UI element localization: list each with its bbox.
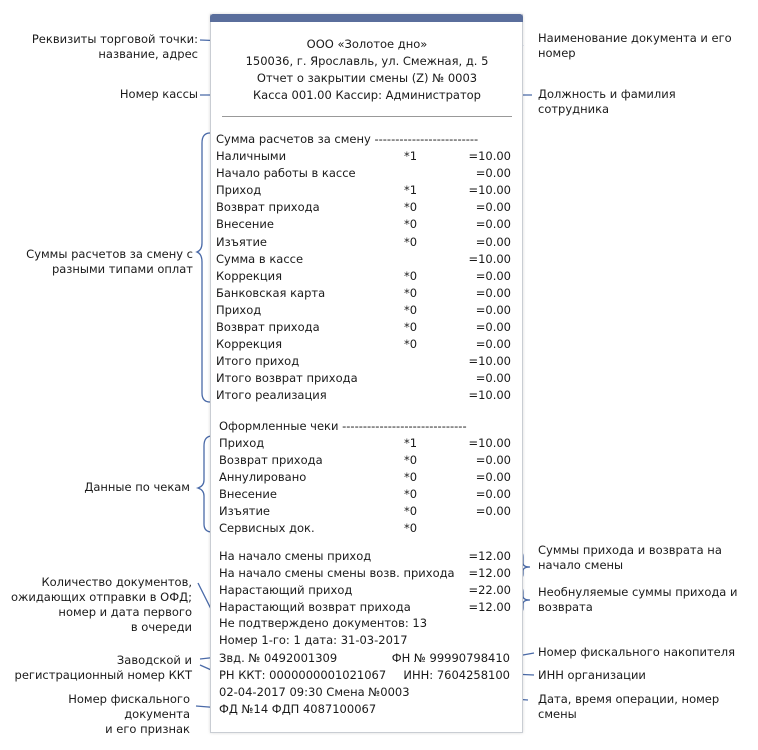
annotation-doc-name: Наименование документа и его номер [538, 31, 732, 60]
row-count: *0 [404, 268, 418, 283]
row-label: Возврат прихода [216, 200, 320, 215]
row-amount: =0.00 [475, 504, 511, 518]
row-amount: =12.00 [468, 566, 511, 581]
annotation-sums-types: Суммы расчетов за смену с разными типами оплат [26, 247, 193, 276]
annotation-serial: Заводской и регистрационный номер ККТ [14, 653, 192, 682]
datetime-shift: 02-04-2017 09:30 Смена №0003 [219, 685, 410, 699]
row-amount: =10.00 [468, 251, 511, 266]
row-amount: =12.00 [468, 549, 511, 563]
org-name: ООО «Золотое дно» [306, 37, 428, 51]
row-label: На начало смены приход [219, 549, 372, 563]
row-amount: =0.00 [475, 234, 511, 249]
row-label: Возврат прихода [219, 453, 323, 467]
row-label: Внесение [219, 487, 277, 501]
annotation-kassa-number: Номер кассы [119, 87, 198, 101]
row-amount: =10.00 [468, 388, 511, 403]
divider [222, 116, 512, 117]
row-label: Начало работы в кассе [216, 166, 356, 181]
row-label: Аннулировано [219, 470, 307, 484]
annotation-fn-number: Номер фискального накопителя [538, 645, 736, 659]
row-count: *0 [404, 320, 418, 334]
annotation-nonzero: Необнуляемые суммы прихода и возврата [538, 585, 738, 614]
row-count: *0 [404, 234, 418, 249]
row-count: *0 [404, 487, 418, 501]
row-label: Приход [216, 302, 262, 317]
row-label: Сумма в кассе [216, 251, 304, 266]
row-count: *0 [404, 521, 418, 535]
row-label: Внесение [216, 217, 274, 232]
reg-number: РН ККТ: 0000000001021067 [219, 668, 387, 682]
unconfirmed-docs: Не подтверждено документов: 13 [219, 616, 428, 630]
row-amount: =0.00 [475, 320, 511, 334]
row-count: *0 [404, 285, 418, 300]
annotation-position: Должность и фамилия сотрудника [538, 87, 676, 116]
fn-number: ФН № 99990798410 [391, 651, 510, 665]
row-label: На начало смены смены возв. прихода [219, 566, 455, 581]
row-label: Итого реализация [216, 388, 327, 403]
annotation-fd-number: Номер фискального документа и его признак [68, 692, 190, 736]
row-count: *0 [404, 337, 418, 352]
row-label: Возврат прихода [216, 320, 320, 334]
row-amount: =10.00 [468, 354, 511, 369]
row-amount: =0.00 [475, 285, 511, 300]
row-label: Изъятие [219, 504, 271, 518]
row-amount: =0.00 [475, 371, 511, 386]
kassa-line: Касса 001.00 Кассир: Администратор [253, 88, 481, 102]
row-count: *0 [404, 217, 418, 232]
row-label: Нарастающий возврат прихода [219, 600, 411, 615]
annotation-datetime: Дата, время операции, номер смены [538, 692, 720, 721]
sums-title: Сумма расчетов за смену ------------------------- [216, 132, 479, 146]
annotation-rekvizity: Реквизиты торговой точки: название, адрес [31, 32, 198, 61]
row-amount: =0.00 [475, 487, 511, 501]
row-amount: =10.00 [468, 436, 511, 450]
row-label: Коррекция [216, 337, 283, 352]
row-amount: =0.00 [475, 200, 511, 215]
row-count: *0 [404, 302, 418, 317]
row-amount: =22.00 [468, 583, 511, 598]
row-amount: =10.00 [468, 149, 511, 163]
row-amount: =0.00 [475, 337, 511, 352]
row-label: Приход [216, 183, 262, 198]
row-label: Коррекция [216, 268, 283, 283]
row-count: *0 [404, 453, 418, 467]
row-amount: =0.00 [475, 302, 511, 317]
row-label: Приход [219, 436, 265, 450]
row-label: Итого приход [216, 354, 300, 369]
annotation-docs-count: Количество документов, ожидающих отправки в ОФД; номер и дата первого в очереди [10, 575, 192, 634]
row-label: Итого возврат прихода [216, 371, 358, 386]
row-amount: =0.00 [475, 217, 511, 232]
row-amount: =0.00 [475, 453, 511, 467]
row-amount: =10.00 [468, 183, 511, 198]
annotation-inn: ИНН организации [538, 668, 646, 682]
row-label: Банковская карта [216, 285, 326, 300]
row-amount: =0.00 [475, 268, 511, 283]
row-amount: =12.00 [468, 600, 511, 615]
row-label: Нарастающий приход [219, 583, 353, 598]
annotation-checks-data: Данные по чекам [84, 480, 190, 494]
fd-number: ФД №14 ФДП 4087100067 [219, 702, 377, 716]
checks-title: Оформленные чеки ------------------------------ [219, 419, 467, 433]
row-count: *1 [404, 183, 418, 198]
serial-number: Звд. № 0492001309 [219, 651, 338, 665]
org-address: 150036, г. Ярославль, ул. Смежная, д. 5 [245, 54, 489, 68]
row-label: Изъятие [216, 234, 268, 249]
row-count: *1 [404, 149, 418, 163]
row-count: *0 [404, 470, 418, 484]
annotation-sums-start: Суммы прихода и возврата на начало смены [538, 543, 722, 572]
row-label: Сервисных док. [219, 521, 315, 535]
row-amount: =0.00 [475, 470, 511, 484]
row-amount: =0.00 [475, 166, 511, 181]
row-label: Наличными [216, 149, 287, 163]
inn: ИНН: 7604258100 [403, 668, 510, 682]
first-doc-date: Номер 1-го: 1 дата: 31-03-2017 [219, 633, 408, 647]
doc-title: Отчет о закрытии смены (Z) № 0003 [256, 71, 478, 85]
row-count: *0 [404, 504, 418, 518]
row-count: *1 [404, 436, 418, 450]
receipt-top-bar [210, 14, 523, 22]
row-count: *0 [404, 200, 418, 215]
